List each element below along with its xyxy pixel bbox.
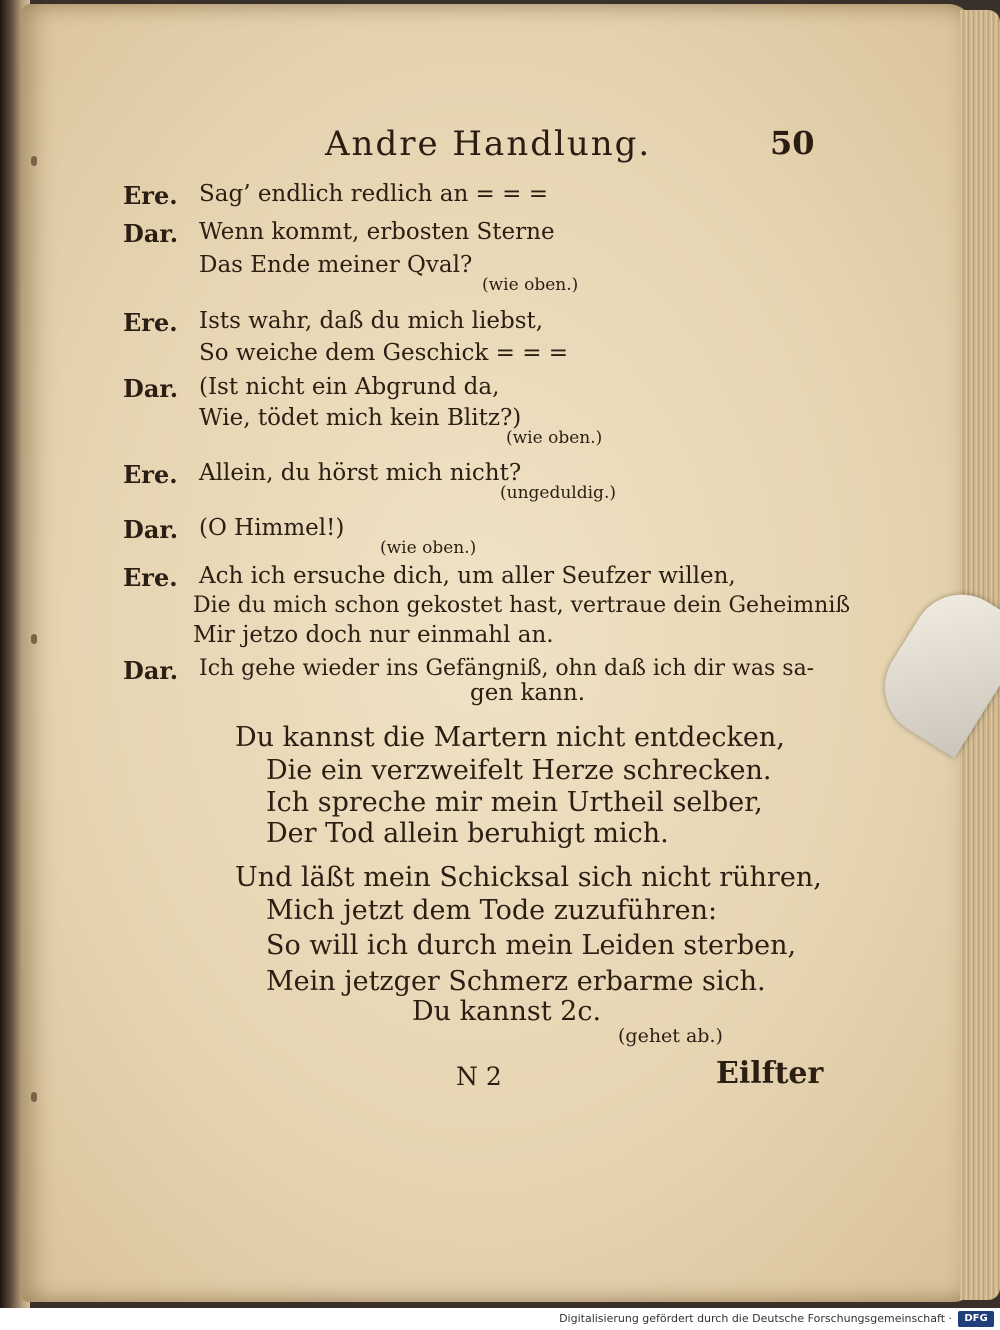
aria-line: Du kannst die Martern nicht entdecken, [235, 722, 785, 753]
stage-direction: (wie oben.) [506, 428, 603, 448]
speaker-label: Dar. [123, 656, 179, 685]
running-head: Andre Handlung. [325, 124, 652, 164]
speaker-label: Dar. [123, 515, 179, 544]
line-text: Ach ich ersuche dich, um aller Seufzer willen, [199, 563, 736, 589]
speaker-label: Dar. [123, 219, 179, 248]
dfg-logo: DFG [958, 1311, 994, 1327]
catchword: Eilfter [716, 1056, 824, 1091]
speaker-label: Ere. [123, 563, 178, 592]
dialogue-line [123, 219, 555, 248]
aria-line: Und läßt mein Schicksal sich nicht rühren, [235, 862, 822, 893]
dialogue-line [123, 563, 736, 592]
dialogue-line [123, 374, 500, 403]
dialogue-line [123, 656, 815, 685]
speaker-label: Dar. [123, 374, 179, 403]
line-text: So weiche dem Geschick = = = [199, 340, 569, 366]
line-text: Allein, du hörst mich nicht? [199, 460, 522, 486]
binding-thread-mark [31, 1092, 37, 1102]
line-text: Wie, tödet mich kein Blitz?) [199, 405, 522, 431]
line-text: Die du mich schon gekostet hast, vertraue dein Geheimniß [193, 593, 851, 618]
page-number: 50 [770, 124, 815, 162]
aria-line: Die ein verzweifelt Herze schrecken. [266, 755, 772, 786]
line-text: Wenn kommt, erbosten Sterne [199, 219, 555, 245]
aria-line: Mich jetzt dem Tode zuzuführen: [266, 895, 718, 926]
dialogue-line [123, 515, 345, 544]
speaker-label: Ere. [123, 460, 178, 489]
line-text: Ists wahr, daß du mich liebst, [199, 308, 544, 334]
line-text: Sag’ endlich redlich an = = = [199, 181, 548, 207]
speaker-label: Ere. [123, 181, 178, 210]
line-text: (Ist nicht ein Abgrund da, [199, 374, 500, 400]
digitization-footer [0, 1308, 1000, 1330]
aria-line: Ich spreche mir mein Urtheil selber, [266, 787, 763, 818]
line-text: (O Himmel!) [199, 515, 345, 541]
aria-line: So will ich durch mein Leiden sterben, [266, 930, 797, 961]
line-text: gen kann. [470, 680, 586, 706]
stage-direction: (ungeduldig.) [500, 483, 616, 503]
speaker-label: Ere. [123, 308, 178, 337]
binding-thread-mark [31, 634, 37, 644]
da-capo: Du kannst 2c. [412, 996, 602, 1027]
aria-line: Mein jetzger Schmerz erbarme sich. [266, 966, 766, 997]
line-text: Ich gehe wieder ins Gefängniß, ohn daß ich dir was sa- [199, 656, 815, 681]
footer-credit: Digitalisierung gefördert durch die Deutsche Forschungsgemeinschaft · [559, 1312, 952, 1325]
dialogue-line [123, 308, 544, 337]
line-text: Mir jetzo doch nur einmahl an. [193, 622, 554, 648]
line-text: Das Ende meiner Qval? [199, 252, 473, 278]
dialogue-line [123, 181, 548, 210]
signature-mark: N 2 [456, 1062, 502, 1091]
binding-thread-mark [31, 156, 37, 166]
stage-direction: (wie oben.) [482, 275, 579, 295]
aria-line: Der Tod allein beruhigt mich. [266, 818, 669, 849]
dialogue-line [123, 460, 522, 489]
stage-direction: (wie oben.) [380, 538, 477, 558]
binding-marks [28, 0, 42, 1308]
stage-direction: (gehet ab.) [618, 1025, 723, 1047]
